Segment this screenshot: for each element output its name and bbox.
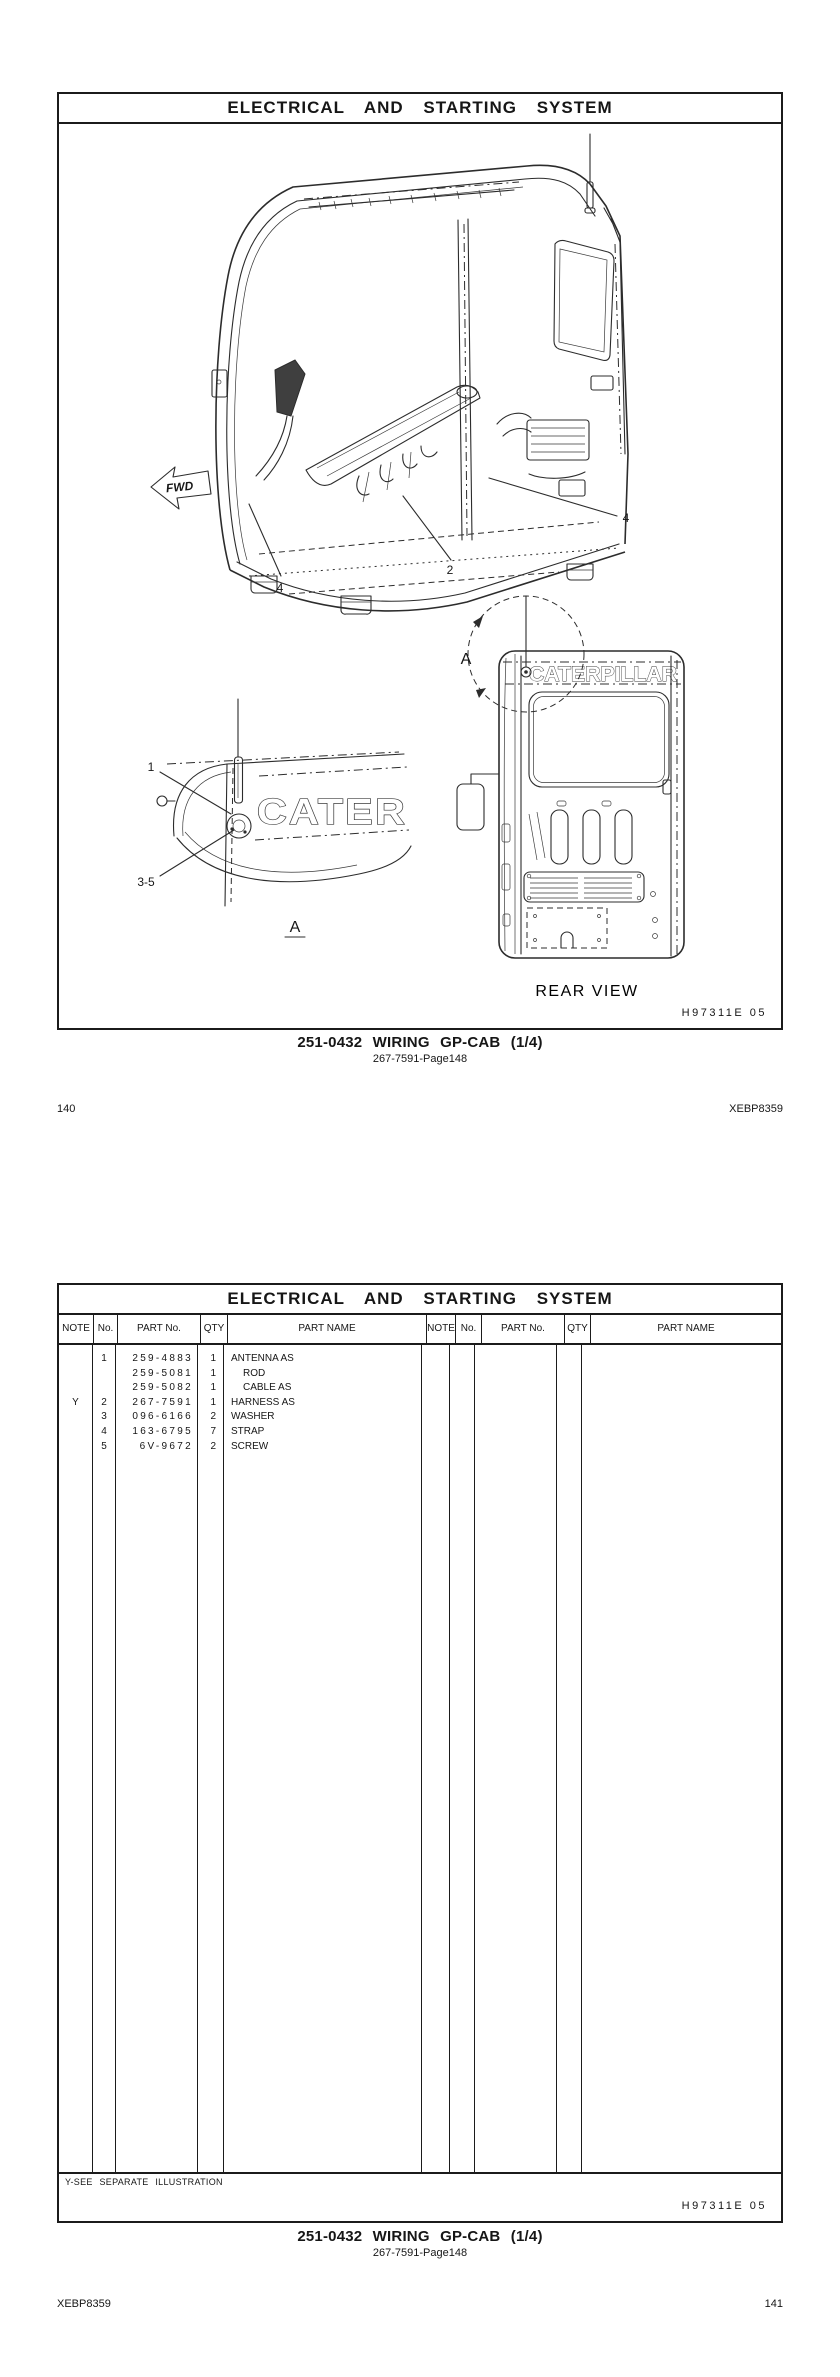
- table-footnote-area: [59, 2172, 781, 2221]
- col-header-part-name: PART NAME: [228, 1315, 427, 1343]
- cell-name-1: ROD: [243, 1367, 266, 1379]
- cell-note-1: [59, 1367, 92, 1382]
- cell-part-3: 267-7591: [132, 1396, 193, 1408]
- cell-note-6: [59, 1440, 92, 1455]
- col-header-part-no: PART No.: [118, 1315, 201, 1343]
- part-no-column: [116, 1345, 198, 2172]
- fwd-label: FWD: [165, 478, 194, 496]
- col-header-note: NOTE: [59, 1315, 94, 1343]
- col-header-no: No.: [94, 1315, 118, 1343]
- callout-2: 2: [446, 563, 454, 577]
- col-header-part-no-2: PART No.: [482, 1315, 565, 1343]
- cell-part-4: 096-6166: [132, 1411, 193, 1423]
- cell-name-2: CABLE AS: [243, 1382, 292, 1394]
- qty-column: [198, 1345, 224, 2172]
- col-header-no-2: No.: [456, 1315, 482, 1343]
- wiring-illustration: [59, 124, 781, 1028]
- callout-4-left: 4: [276, 581, 284, 595]
- cell-note-5: [59, 1425, 92, 1440]
- cell-name-3: HARNESS AS: [231, 1396, 295, 1408]
- detail-a-ref: A: [460, 651, 472, 668]
- cab-line-art: [59, 124, 781, 1028]
- drawing-code-page1: H97311E 05: [681, 1007, 767, 1019]
- cell-no-0: 1: [101, 1353, 107, 1364]
- cell-part-5: 163-6795: [132, 1425, 193, 1437]
- col-header-qty-2: QTY: [565, 1315, 591, 1343]
- antenna-detail-view: [137, 699, 411, 937]
- cell-note-3: Y: [72, 1396, 79, 1408]
- cell-no-5: 4: [101, 1425, 107, 1437]
- callout-4-right: 4: [622, 511, 630, 525]
- cell-part-0: 259-4883: [132, 1353, 193, 1364]
- rear-view: [457, 596, 684, 1000]
- detail-a-label: A: [289, 919, 301, 936]
- detail-circle: [461, 596, 584, 712]
- cell-name-6: SCREW: [231, 1440, 269, 1452]
- part-name-column: [224, 1345, 422, 2172]
- footnote-text: Y-SEE SEPARATE ILLUSTRATION: [65, 2177, 223, 2187]
- page2-title: ELECTRICAL AND STARTING SYSTEM: [59, 1285, 781, 1315]
- figure-caption-page1: [57, 1034, 783, 1065]
- console-harness: [306, 385, 480, 502]
- cell-name-4: WASHER: [231, 1411, 275, 1423]
- mirror: [457, 774, 499, 830]
- col-header-note-2: NOTE: [427, 1315, 456, 1343]
- caption-title-1: 251-0432 WIRING GP-CAB (1/4): [297, 1034, 543, 1051]
- cell-no-1: [93, 1367, 115, 1382]
- cell-no-2: [93, 1381, 115, 1396]
- cell-part-1: 259-5081: [132, 1367, 193, 1379]
- cell-qty-6: 2: [210, 1440, 216, 1452]
- cell-name-0: ANTENNA AS: [231, 1353, 294, 1364]
- roof-antenna: [585, 134, 595, 213]
- page-140-frame: [57, 92, 783, 1030]
- cell-qty-0: 1: [210, 1353, 216, 1364]
- cell-note-0: [59, 1352, 92, 1367]
- no-column-2: [450, 1345, 475, 2172]
- control-lever: [256, 360, 305, 480]
- note-column-2: [422, 1345, 450, 2172]
- parts-table-body: [59, 1345, 781, 2172]
- drawing-code-page2: H97311E 05: [681, 2200, 767, 2212]
- caption-sub-2: 267-7591-Page148: [372, 2247, 468, 2259]
- page-number-140: 140: [57, 1103, 76, 1115]
- callout-1: 1: [147, 760, 155, 774]
- cell-no-3: 2: [101, 1396, 107, 1408]
- part-no-column-2: [475, 1345, 557, 2172]
- caterpillar-logo: CATERPILLAR: [529, 663, 677, 686]
- cab-main-view: [212, 134, 628, 614]
- no-column: [93, 1345, 116, 2172]
- rear-panel-components: [497, 376, 613, 496]
- note-column: [59, 1345, 93, 2172]
- page-141-frame: [57, 1283, 783, 2223]
- cell-note-2: [59, 1381, 92, 1396]
- caption-sub-1: 267-7591-Page148: [372, 1053, 468, 1065]
- cell-qty-2: 1: [210, 1382, 216, 1394]
- cell-part-6: 6V-9672: [139, 1440, 193, 1452]
- col-header-part-name-2: PART NAME: [657, 1323, 715, 1334]
- part-name-column-2: [582, 1345, 781, 2172]
- cell-qty-4: 2: [210, 1411, 216, 1423]
- parts-table-header: [59, 1315, 781, 1345]
- caption-title-2: 251-0432 WIRING GP-CAB (1/4): [297, 2228, 543, 2245]
- cell-note-4: [59, 1410, 92, 1425]
- doc-code-page2: XEBP8359: [57, 2298, 111, 2310]
- col-header-qty: QTY: [201, 1315, 228, 1343]
- figure-caption-page2: [57, 2228, 783, 2259]
- page-number-141: 141: [764, 2298, 783, 2310]
- cell-no-4: 3: [101, 1411, 107, 1423]
- page1-title: ELECTRICAL AND STARTING SYSTEM: [59, 94, 781, 124]
- qty-column-2: [557, 1345, 582, 2172]
- cell-part-2: 259-5082: [132, 1382, 193, 1394]
- callout-3-5: 3-5: [137, 875, 155, 889]
- cell-qty-3: 1: [210, 1396, 216, 1408]
- rear-view-label: REAR VIEW: [535, 983, 639, 1000]
- cell-no-6: 5: [101, 1440, 107, 1452]
- cell-qty-1: 1: [210, 1367, 216, 1379]
- fwd-arrow: [151, 467, 211, 509]
- cell-name-5: STRAP: [231, 1425, 265, 1437]
- cat-logo-partial: CATER: [257, 791, 407, 832]
- cell-qty-5: 7: [210, 1425, 216, 1437]
- doc-code-page1: XEBP8359: [729, 1103, 783, 1115]
